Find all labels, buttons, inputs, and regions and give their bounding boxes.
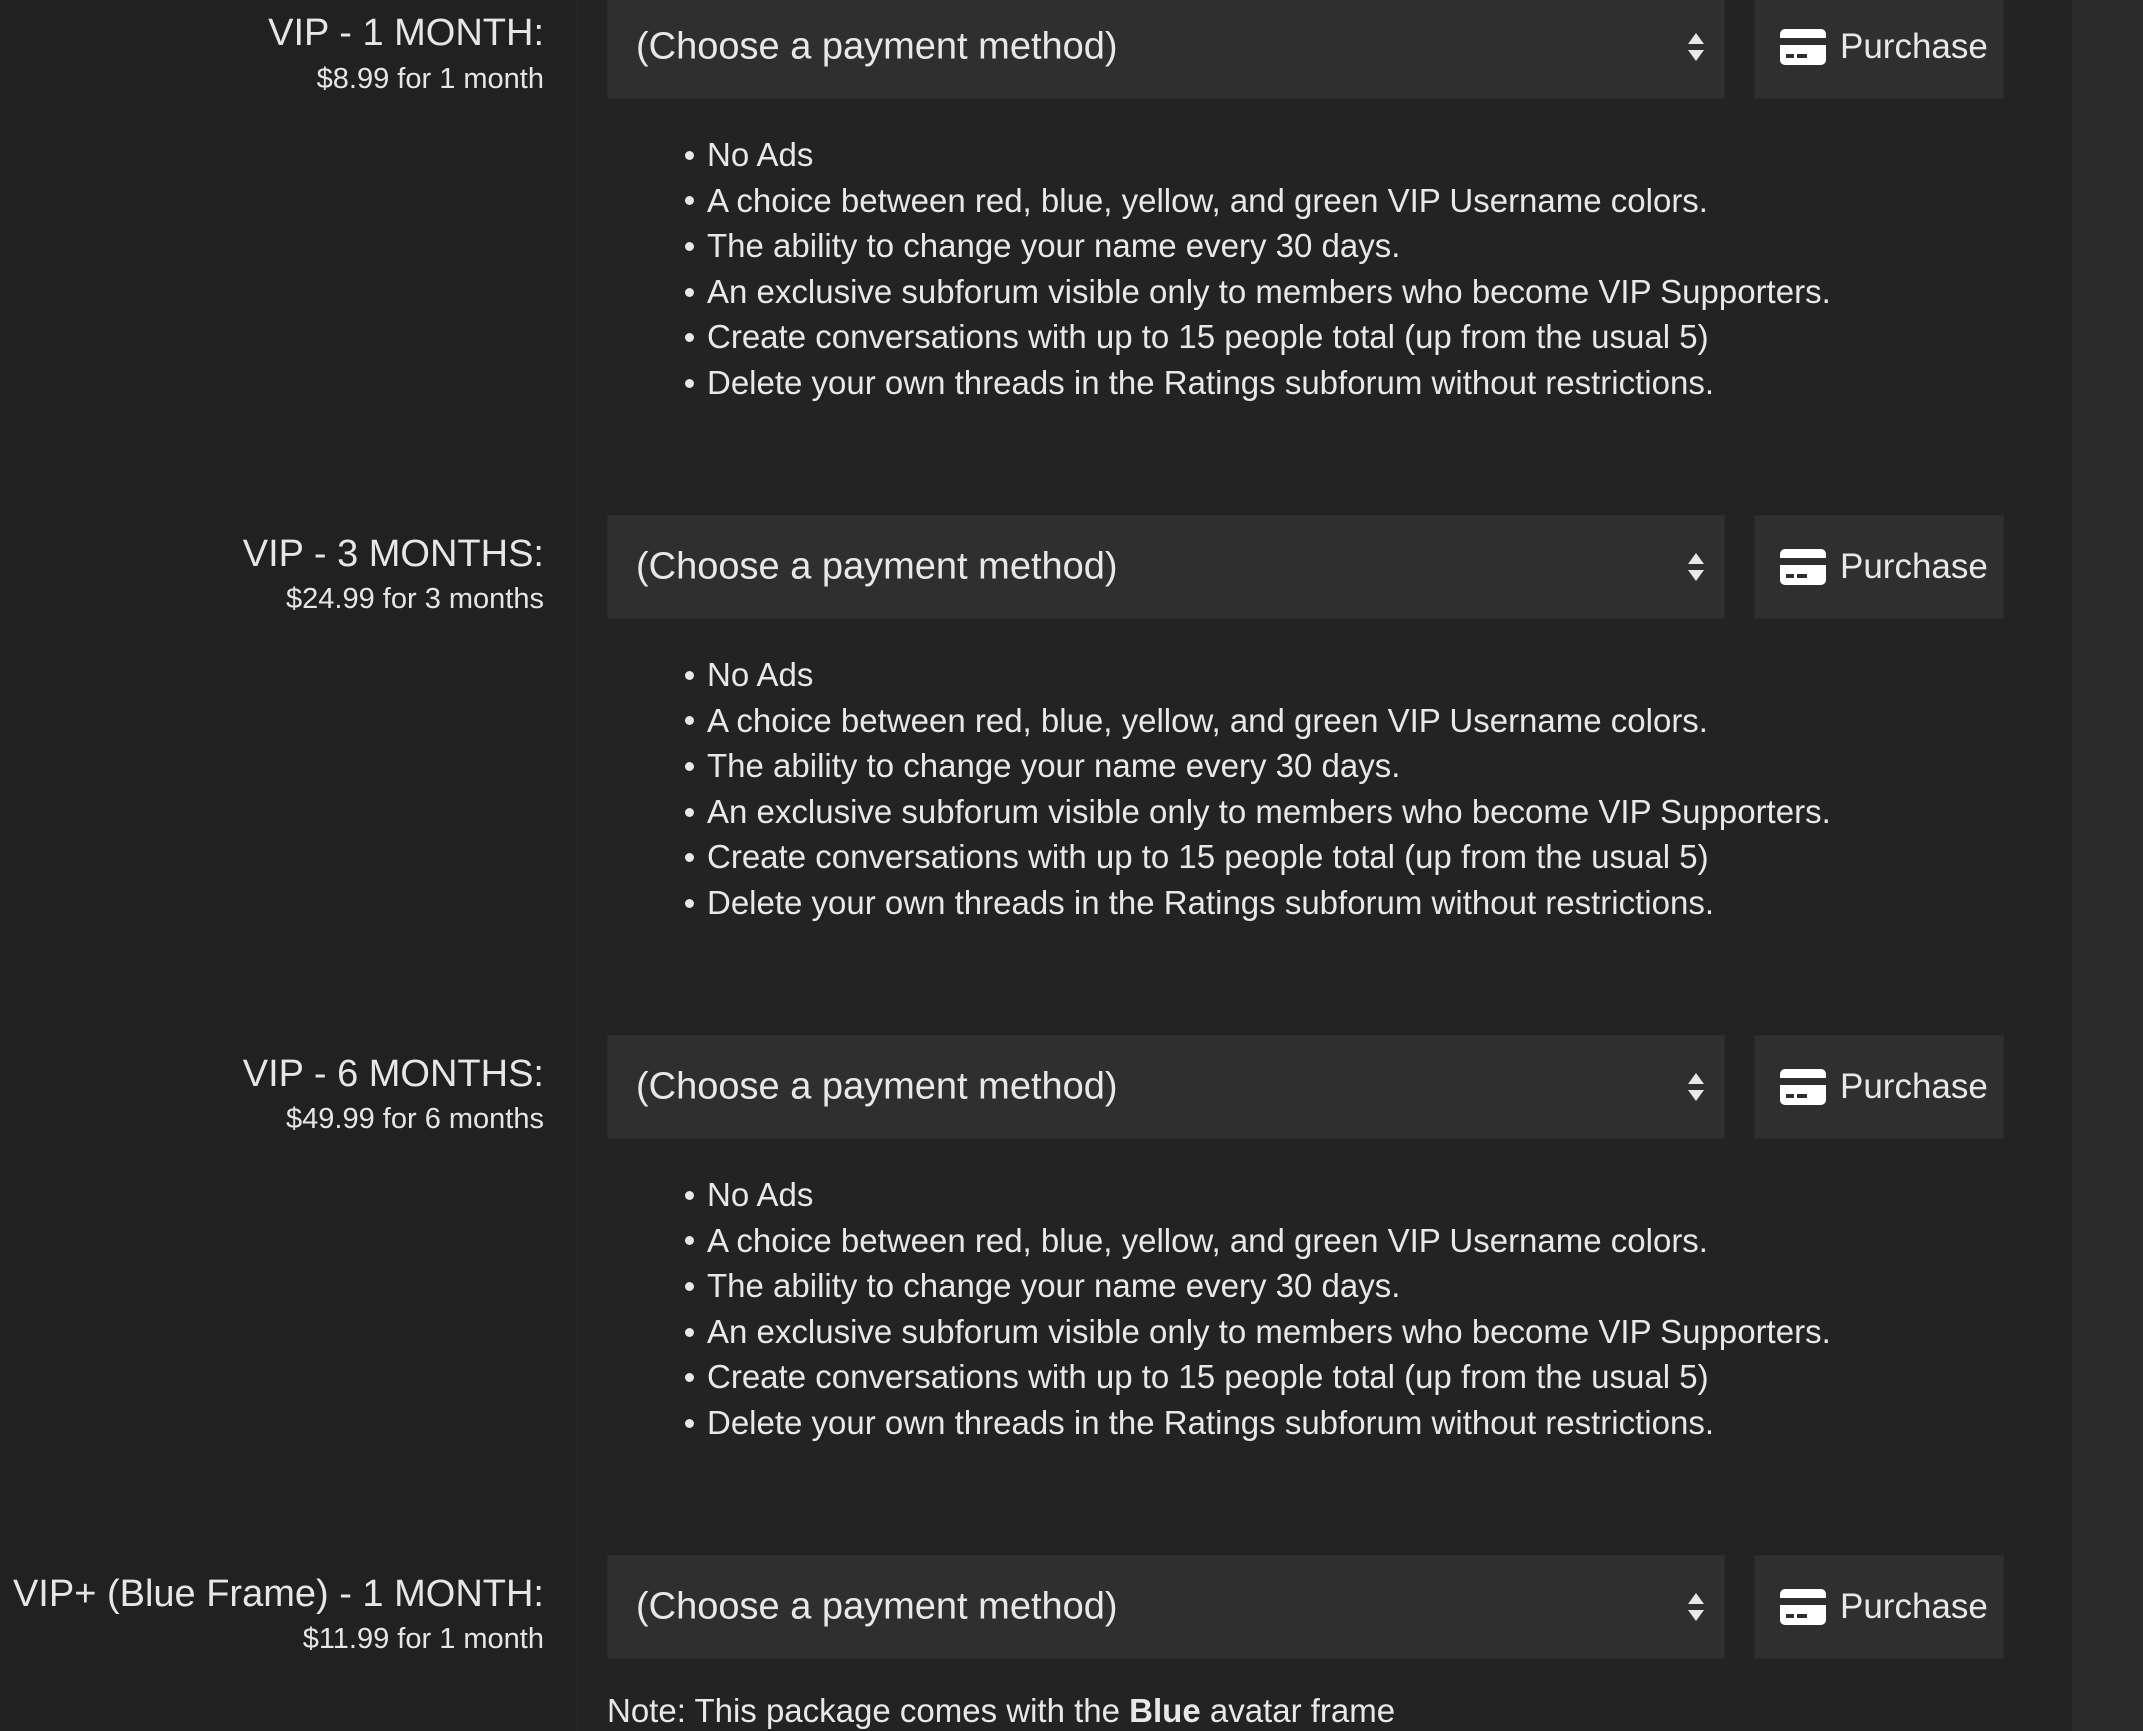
feature-item: Create conversations with up to 15 people total (up from the usual 5): [707, 1354, 1831, 1400]
package-note-prefix: Note: This package comes with the: [607, 1692, 1130, 1729]
feature-item: The ability to change your name every 30 days.: [707, 223, 1831, 269]
feature-item: An exclusive subforum visible only to members who become VIP Supporters.: [707, 1309, 1831, 1355]
purchase-button[interactable]: [1754, 0, 2004, 99]
feature-list: [707, 132, 1831, 406]
feature-item: A choice between red, blue, yellow, and green VIP Username colors.: [707, 698, 1831, 744]
package-note-frame-color: Blue: [1129, 1692, 1201, 1729]
feature-item: No Ads: [707, 1172, 1831, 1218]
feature-item: Create conversations with up to 15 people total (up from the usual 5): [707, 314, 1831, 360]
payment-method-select[interactable]: [607, 515, 1725, 619]
package-price: $8.99 for 1 month: [316, 63, 544, 95]
feature-item: A choice between red, blue, yellow, and green VIP Username colors.: [707, 1218, 1831, 1264]
feature-item: The ability to change your name every 30 days.: [707, 1263, 1831, 1309]
feature-item: Create conversations with up to 15 people total (up from the usual 5): [707, 834, 1831, 880]
sort-arrows-icon: [1686, 1072, 1706, 1102]
package-label-column: [0, 0, 576, 1731]
package-note: [607, 1694, 1395, 1727]
package-title: VIP+ (Blue Frame) - 1 MONTH:: [12, 1573, 544, 1615]
purchase-button-label: Purchase: [1840, 1587, 1988, 1626]
feature-item: No Ads: [707, 652, 1831, 698]
sort-arrows-icon: [1686, 32, 1706, 62]
package-price: $24.99 for 3 months: [286, 583, 544, 615]
feature-item: A choice between red, blue, yellow, and green VIP Username colors.: [707, 178, 1831, 224]
purchase-button-label: Purchase: [1840, 547, 1988, 586]
package-price: $11.99 for 1 month: [302, 1623, 544, 1655]
feature-list: [707, 652, 1831, 926]
package-title: VIP - 1 MONTH:: [268, 12, 544, 54]
purchase-button[interactable]: [1754, 515, 2004, 619]
credit-card-icon: [1780, 1069, 1826, 1105]
package-title: VIP - 3 MONTHS:: [242, 533, 544, 575]
feature-item: Delete your own threads in the Ratings subforum without restrictions.: [707, 360, 1831, 406]
payment-method-select-value: (Choose a payment method): [636, 1585, 1118, 1628]
payment-method-select-value: (Choose a payment method): [636, 545, 1118, 588]
feature-item: An exclusive subforum visible only to members who become VIP Supporters.: [707, 789, 1831, 835]
feature-item: Delete your own threads in the Ratings subforum without restrictions.: [707, 880, 1831, 926]
payment-method-select[interactable]: [607, 0, 1725, 99]
payment-method-select-value: (Choose a payment method): [636, 25, 1118, 68]
feature-item: An exclusive subforum visible only to members who become VIP Supporters.: [707, 269, 1831, 315]
payment-method-select[interactable]: [607, 1555, 1725, 1659]
feature-item: Delete your own threads in the Ratings subforum without restrictions.: [707, 1400, 1831, 1446]
payment-method-select-value: (Choose a payment method): [636, 1065, 1118, 1108]
sort-arrows-icon: [1686, 552, 1706, 582]
feature-item: No Ads: [707, 132, 1831, 178]
purchase-button-label: Purchase: [1840, 1067, 1988, 1106]
feature-list: [707, 1172, 1831, 1446]
feature-item: The ability to change your name every 30 days.: [707, 743, 1831, 789]
package-title: VIP - 6 MONTHS:: [242, 1053, 544, 1095]
credit-card-icon: [1780, 1589, 1826, 1625]
credit-card-icon: [1780, 549, 1826, 585]
package-price: $49.99 for 6 months: [286, 1103, 544, 1135]
credit-card-icon: [1780, 29, 1826, 65]
right-gutter: [2072, 0, 2143, 1731]
package-note-suffix: avatar frame: [1200, 1692, 1396, 1729]
sort-arrows-icon: [1686, 1592, 1706, 1622]
payment-method-select[interactable]: [607, 1035, 1725, 1139]
purchase-button[interactable]: [1754, 1555, 2004, 1659]
purchase-button[interactable]: [1754, 1035, 2004, 1139]
purchase-button-label: Purchase: [1840, 27, 1988, 66]
